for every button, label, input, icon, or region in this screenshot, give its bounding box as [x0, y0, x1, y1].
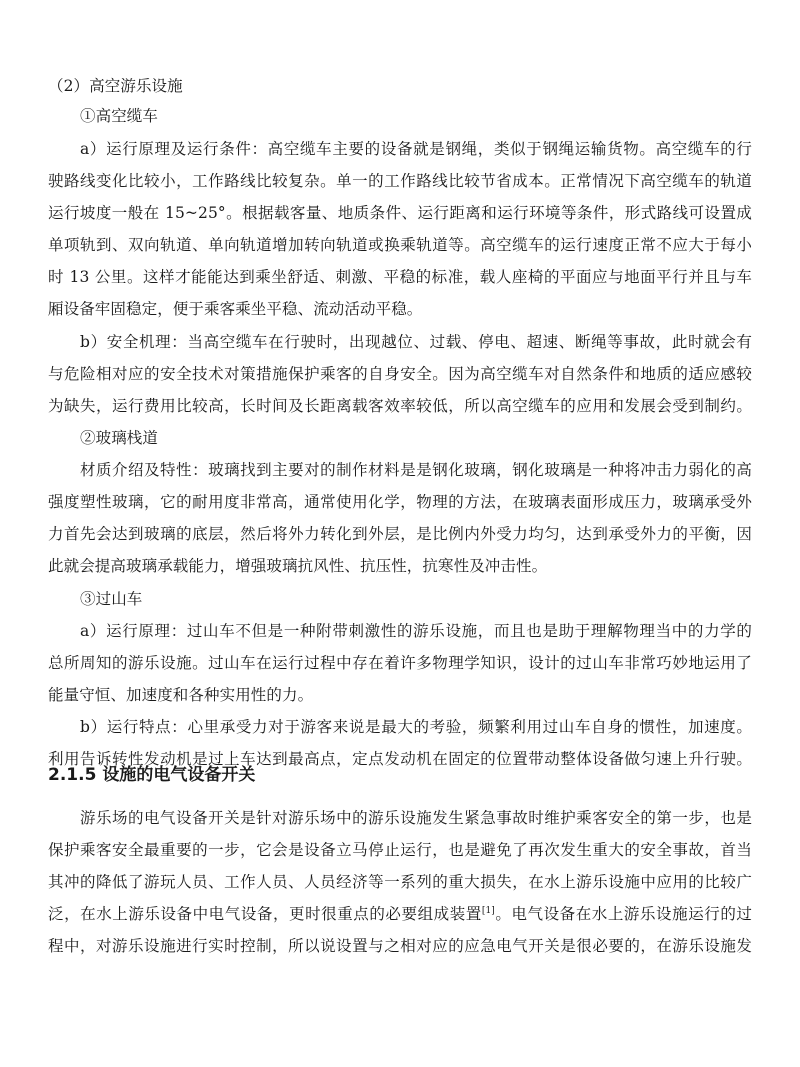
- paragraph-line-with-citation: [48, 904, 752, 924]
- paragraph-line: 保护乘客安全最重要的一步，它会是设备立马停止运行，也是避免了再次发生重大的安全事故，首当: [48, 841, 752, 859]
- paragraph-line: a）运行原理及运行条件：高空缆车主要的设备就是钢绳，类似于钢绳运输货物。高空缆车的行: [80, 140, 752, 158]
- paragraph-line: 驶路线变化比较小，工作路线比较复杂。单一的工作路线比较节省成本。正常情况下高空缆车的轨道: [48, 172, 752, 190]
- paragraph-line: 能量守恒、加速度和各种实用性的力。: [48, 686, 314, 704]
- paragraph-text: 泛，在水上游乐设备中电气设备，更时很重点的必要组成装置: [48, 905, 482, 923]
- paragraph-line: 程中，对游乐设施进行实时控制，所以说设置与之相对应的应急电气开关是很必要的，在游乐设施发: [48, 937, 752, 955]
- paragraph-line: 时 13 公里。这样才能能达到乘坐舒适、刺激、平稳的标准，载人座椅的平面应与地面平行并且与车: [48, 268, 752, 286]
- section-heading: 2.1.5 设施的电气设备开关: [48, 765, 256, 785]
- paragraph-line: b）运行特点：心里承受力对于游客来说是最大的考验，频繁利用过山车自身的惯性，加速度。: [80, 718, 752, 736]
- citation-ref: [1]: [481, 905, 495, 916]
- paragraph-text: 。电气设备在水上游乐设施运行的过: [494, 905, 752, 923]
- paragraph-line: 运行坡度一般在 15~25°。根据载客量、地质条件、运行距离和运行环境等条件，形式路线可设置成: [48, 204, 752, 222]
- paragraph-line: 单项轨到、双向轨道、单向轨道增加转向轨道或换乘轨道等。高空缆车的运行速度正常不应大于每小: [48, 236, 752, 254]
- paragraph-line: b）安全机理：当高空缆车在行驶时，出现越位、过载、停电、超速、断绳等事故，此时就会有: [80, 333, 752, 351]
- paragraph-line: 总所周知的游乐设施。过山车在运行过程中存在着许多物理学知识，设计的过山车非常巧妙地运用了: [48, 654, 752, 672]
- paragraph-line: 为缺失，运行费用比较高，长时间及长距离载客效率较低，所以高空缆车的应用和发展会受到制约。: [48, 397, 752, 415]
- item-title-glass-walkway: ②玻璃栈道: [80, 429, 159, 447]
- paragraph-line: 强度塑性玻璃，它的耐用度非常高，通常使用化学，物理的方法，在玻璃表面形成压力，玻璃承受外: [48, 493, 752, 511]
- paragraph-line: 材质介绍及特性：玻璃找到主要对的制作材料是是钢化玻璃，钢化玻璃是一种将冲击力弱化的高: [80, 461, 752, 479]
- paragraph-line: 利用告诉转性发动机是过上车达到最高点，定点发动机在固定的位置带动整体设备做匀速上升行驶。: [48, 750, 752, 768]
- paragraph-line: 与危险相对应的安全技术对策措施保护乘客的自身安全。因为高空缆车对自然条件和地质的适应感较: [48, 365, 752, 383]
- paragraph-line: 游乐场的电气设备开关是针对游乐场中的游乐设施发生紧急事故时维护乘客安全的第一步，也是: [80, 809, 752, 827]
- item-title-roller-coaster: ③过山车: [80, 590, 143, 608]
- paragraph-line: a）运行原理：过山车不但是一种附带刺激性的游乐设施，而且也是助于理解物理当中的力学的: [80, 622, 752, 640]
- section-title: （2）高空游乐设施: [48, 77, 183, 95]
- paragraph-line: 厢设备牢固稳定，便于乘客乘坐平稳、流动活动平稳。: [48, 300, 423, 318]
- paragraph-line: 其冲的降低了游玩人员、工作人员、人员经济等一系列的重大损失，在水上游乐设施中应用的比较广: [48, 873, 752, 891]
- item-title-cable-car: ①高空缆车: [80, 107, 159, 125]
- paragraph-line: 此就会提高玻璃承载能力，增强玻璃抗风性、抗压性，抗寒性及冲击性。: [48, 557, 548, 575]
- paragraph-line: 力首先会达到玻璃的底层，然后将外力转化到外层，是比例内外受力均匀，达到承受外力的平衡，因: [48, 525, 752, 543]
